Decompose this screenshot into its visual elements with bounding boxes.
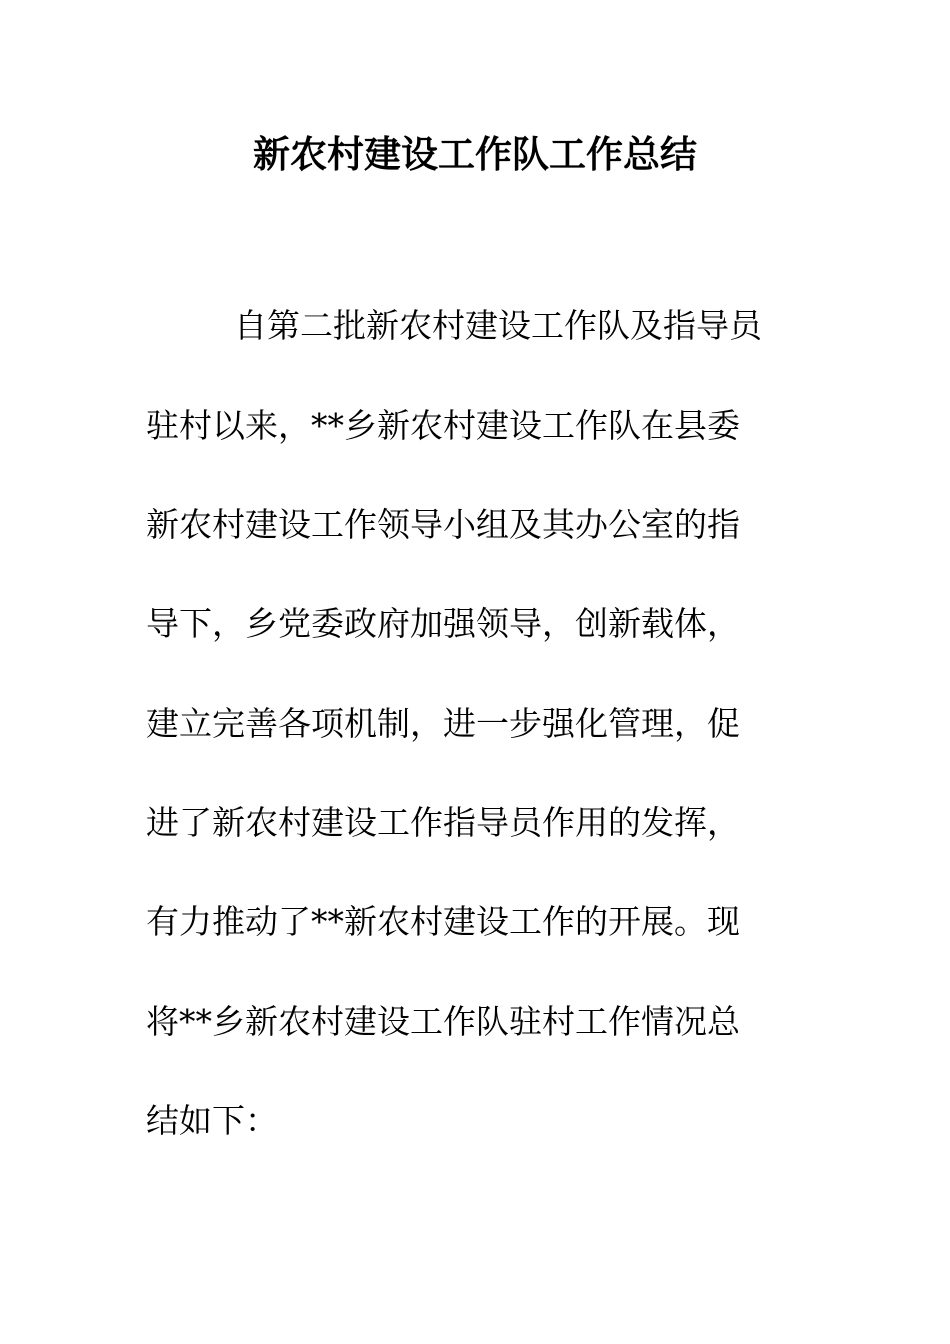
paragraph-line-1: 自第二批新农村建设工作队及指导员 xyxy=(234,306,762,345)
paragraph-line-5: 建立完善各项机制，进一步强化管理，促 xyxy=(146,704,740,743)
paragraph-line-7: 有力推动了**新农村建设工作的开展。现 xyxy=(146,902,740,941)
paragraph-line-2: 驻村以来，**乡新农村建设工作队在县委 xyxy=(146,406,740,445)
document-title: 新农村建设工作队工作总结 xyxy=(253,132,697,176)
paragraph-line-9: 结如下： xyxy=(146,1101,278,1140)
paragraph-line-6: 进了新农村建设工作指导员作用的发挥， xyxy=(146,803,740,842)
paragraph-line-8: 将**乡新农村建设工作队驻村工作情况总 xyxy=(146,1002,740,1041)
paragraph-line-4: 导下，乡党委政府加强领导，创新载体， xyxy=(146,604,740,643)
paragraph-line-3: 新农村建设工作领导小组及其办公室的指 xyxy=(146,505,740,544)
